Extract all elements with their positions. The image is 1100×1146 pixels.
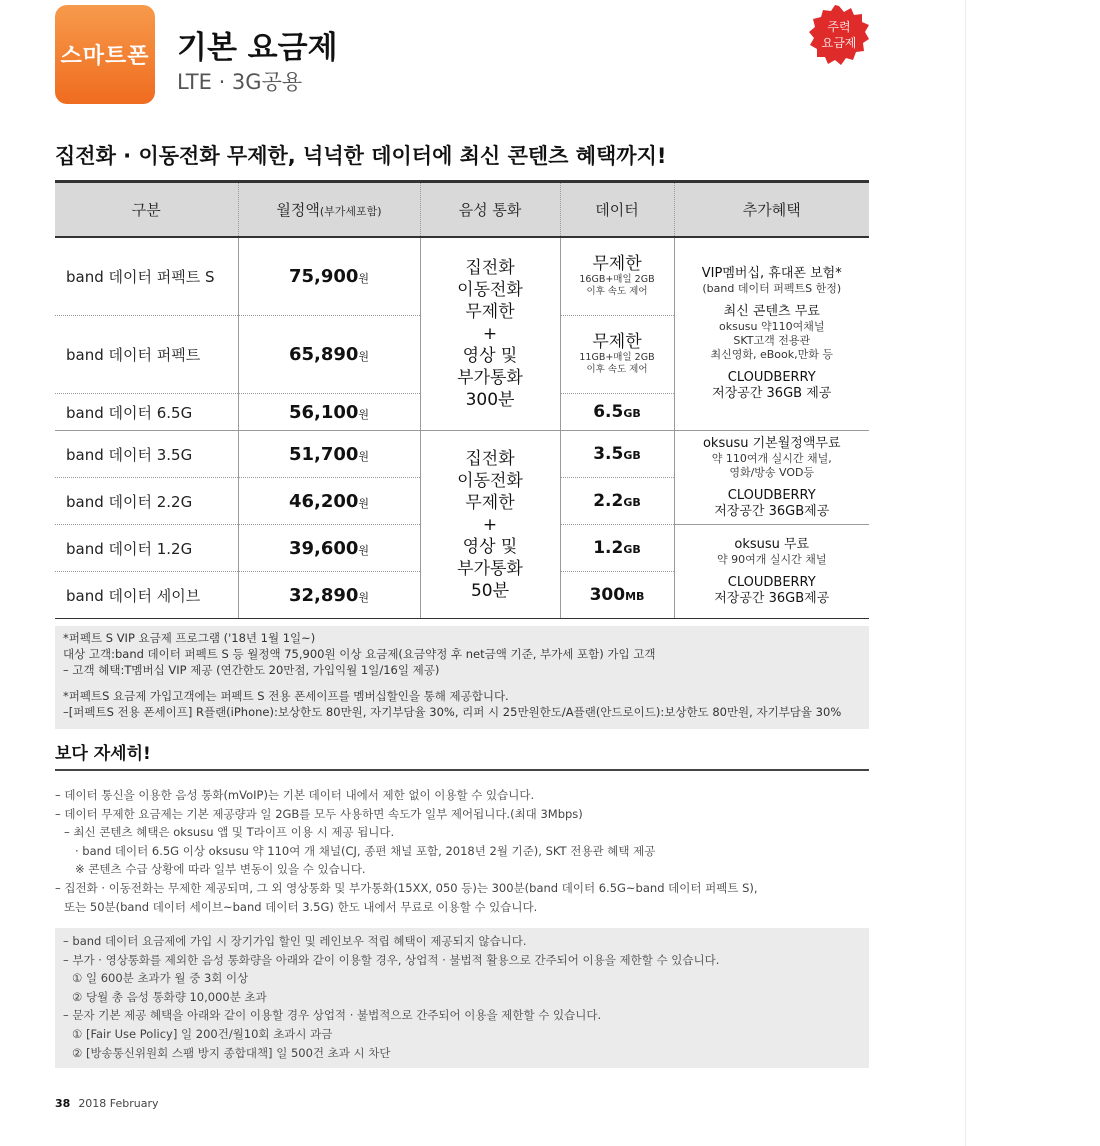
data-amount: 6.5: [593, 402, 624, 422]
detail-line: – 최신 콘텐츠 혜택은 oksusu 앱 및 T라이프 이용 시 제공 됩니다.: [64, 825, 395, 840]
table-header-row: [55, 182, 869, 237]
col-header-price-note: (부가세포함): [319, 204, 382, 218]
footnote-line: *퍼펙트S 요금제 가입고객에는 퍼펙트 S 전용 폰세이프를 멤버십할인을 통해 제공합니다.: [63, 689, 509, 703]
data-unlimited-title: 무제한: [592, 253, 642, 274]
table-row: [55, 431, 869, 478]
page-footer: [55, 1097, 159, 1110]
col-header-price: [238, 182, 420, 237]
page-header: [0, 0, 1100, 110]
data-amount: 3.5: [593, 444, 624, 464]
benefit-line: oksusu 기본월정액무료: [702, 435, 841, 451]
voice-line: 집전화: [465, 257, 515, 278]
plan-name: band 데이터 퍼펙트 S: [55, 237, 238, 316]
benefit-line: 저장공간 36GB 제공: [712, 385, 832, 401]
benefit-cell-a: [674, 237, 869, 431]
col-header-price-label: 월정액: [276, 200, 320, 219]
data-unit: GB: [623, 407, 641, 420]
restriction-line: – 문자 기본 제공 혜택을 아래와 같이 이용할 경우 상업적 · 불법적으로 간주되어 이용을 제한할 수 있습니다.: [63, 1008, 602, 1023]
data-unit: GB: [623, 496, 641, 509]
benefit-line: (band 데이터 퍼펙트S 한정): [702, 281, 842, 295]
data-unlimited-detail: 이후 속도 제어: [586, 285, 648, 297]
benefit-line: SKT고객 전용관: [733, 333, 811, 347]
data-cell: [560, 237, 674, 316]
detail-line: – 데이터 통신을 이용한 음성 통화(mVoIP)는 기본 데이터 내에서 제한 없이 이용할 수 있습니다.: [55, 788, 535, 802]
plan-name: band 데이터 6.5G: [55, 394, 238, 431]
voice-line: 이동전화: [457, 279, 523, 300]
benefit-line: 최신영화, eBook,만화 등: [710, 347, 833, 361]
seal-label-line2: 요금제: [821, 36, 857, 50]
plan-name: band 데이터 세이브: [55, 572, 238, 619]
won-label: 원: [358, 271, 370, 285]
plan-price: [238, 237, 420, 316]
benefit-line: 저장공간 36GB제공: [714, 503, 830, 519]
benefit-line: CLOUDBERRY: [727, 487, 816, 503]
seal-label: [808, 19, 870, 51]
col-header-plan: 구분: [55, 182, 238, 237]
data-cell: [560, 394, 674, 431]
plan-name: band 데이터 3.5G: [55, 431, 238, 478]
data-unit: GB: [623, 449, 641, 462]
price-value: 46,200: [288, 490, 359, 512]
benefit-line: 저장공간 36GB제공: [714, 590, 830, 606]
plan-price: [238, 572, 420, 619]
page-edge-line: [965, 0, 966, 1146]
benefit-line: CLOUDBERRY: [727, 574, 816, 590]
won-label: 원: [358, 350, 370, 363]
detail-line: 또는 50분(band 데이터 세이브~band 데이터 3.5G) 한도 내에서 무료로 이용할 수 있습니다.: [64, 899, 538, 914]
col-header-benefit: 추가혜택: [674, 182, 869, 237]
data-cell: [560, 478, 674, 525]
benefit-line: CLOUDBERRY: [727, 369, 816, 385]
restriction-line: – band 데이터 요금제에 가입 시 장기가입 할인 및 레인보우 적립 혜택이 제공되지 않습니다.: [63, 934, 527, 948]
data-unlimited-title: 무제한: [592, 332, 642, 352]
voice-line: 부가통화: [457, 367, 523, 388]
won-label: 원: [358, 543, 370, 557]
benefit-line: oksusu 약110여채널: [718, 319, 825, 333]
benefit-line: 최신 콘텐츠 무료: [723, 303, 820, 319]
data-amount: 300: [589, 585, 626, 605]
section-divider: [55, 769, 869, 771]
detail-line: – 데이터 무제한 요금제는 기본 제공량과 일 2GB를 모두 사용하면 속도가 일부 제어됩니다.(최대 3Mbps): [55, 806, 583, 821]
headline: 집전화 · 이동전화 무제한, 넉넉한 데이터에 최신 콘텐츠 혜택까지!: [55, 144, 667, 168]
plan-price: [238, 316, 420, 394]
col-header-voice: 음성 통화: [420, 182, 560, 237]
voice-cell-50: [420, 431, 560, 619]
benefit-line: 영화/방송 VOD등: [729, 465, 815, 479]
footnote-line: 대상 고객:band 데이터 퍼펙트 S 등 월정액 75,900원 이상 요금제(요금약정 후 net금액 기준, 부가세 포함) 가입 고객: [63, 647, 656, 661]
price-value: 39,600: [288, 537, 359, 559]
plan-name: band 데이터 1.2G: [55, 525, 238, 572]
plan-name: band 데이터 2.2G: [55, 478, 238, 525]
restriction-line: ② 당월 총 음성 통화량 10,000분 초과: [72, 989, 267, 1004]
data-amount: 1.2: [593, 538, 624, 558]
seal-label-line1: 주력: [827, 20, 851, 34]
plan-price: [238, 394, 420, 431]
data-unit: MB: [625, 590, 645, 603]
voice-line: +: [482, 323, 498, 344]
data-unit: GB: [623, 543, 641, 556]
voice-line: 영상 및: [462, 536, 518, 557]
benefit-line: oksusu 무료: [734, 536, 810, 552]
benefit-cell-b: [674, 431, 869, 525]
plan-price: [238, 431, 420, 478]
data-amount: 2.2: [593, 491, 624, 511]
footnote-line: – 고객 혜택:T멤버십 VIP 제공 (연간한도 20만점, 가입익월 1일/16일 제공): [63, 663, 440, 677]
smartphone-badge: 스마트폰: [55, 5, 155, 104]
footnote-line: –[퍼펙트S 전용 폰세이프] R플랜(iPhone):보상한도 80만원, 자기부담율 30%, 리퍼 시 25만원한도/A플랜(안드로이드):보상한도 80만원, 자기부담율 30%: [63, 705, 842, 719]
benefit-line: VIP멤버십, 휴대폰 보험*: [701, 265, 842, 281]
won-label: 원: [358, 590, 370, 604]
page-number: 38: [55, 1097, 71, 1110]
col-header-data: 데이터: [560, 182, 674, 237]
benefit-cell-c: [674, 525, 869, 619]
data-cell: [560, 572, 674, 619]
section-title: 보다 자세히!: [55, 744, 151, 764]
voice-line: 집전화: [465, 448, 515, 469]
restriction-line: ① [Fair Use Policy] 일 200건/월10회 초과시 과금: [72, 1026, 333, 1041]
voice-line: 무제한: [465, 301, 515, 322]
voice-line: 300분: [465, 389, 515, 410]
detail-line: ※ 콘텐츠 수급 상황에 따라 일부 변동이 있을 수 있습니다.: [75, 862, 366, 877]
price-value: 56,100: [288, 401, 359, 423]
issue-date: 2018 February: [78, 1097, 159, 1110]
price-value: 75,900: [288, 265, 359, 287]
data-unlimited-detail: 16GB+매일 2GB: [579, 273, 655, 285]
data-unlimited-detail: 11GB+매일 2GB: [579, 352, 655, 363]
price-value: 51,700: [288, 443, 359, 465]
voice-line: 50분: [470, 580, 510, 601]
page-title: 기본 요금제: [177, 30, 338, 66]
benefit-line: 약 90여개 실시간 채널: [717, 552, 827, 566]
data-cell: [560, 316, 674, 394]
voice-line: +: [482, 514, 498, 535]
won-label: 원: [358, 496, 370, 510]
detail-line: · band 데이터 6.5G 이상 oksusu 약 110여 개 채널(CJ, 종편 채널 포함, 2018년 2월 기준), SKT 전용관 혜택 제공: [75, 843, 656, 858]
data-cell: [560, 525, 674, 572]
data-cell: [560, 431, 674, 478]
table-row: [55, 237, 869, 316]
won-label: 원: [358, 449, 370, 463]
restriction-line: ① 일 600분 초과가 월 중 3회 이상: [72, 971, 249, 986]
price-value: 65,890: [288, 344, 359, 365]
detail-list: [55, 786, 869, 916]
plan-price: [238, 478, 420, 525]
restriction-line: ② [방송통신위원회 스팸 방지 종합대책] 일 500건 초과 시 차단: [72, 1045, 391, 1060]
voice-line: 이동전화: [457, 470, 523, 491]
price-value: 32,890: [288, 584, 359, 606]
voice-line: 영상 및: [462, 345, 518, 366]
plan-table: [55, 180, 869, 619]
plan-price: [238, 525, 420, 572]
footnote-box: [55, 626, 869, 729]
voice-line: 부가통화: [457, 558, 523, 579]
data-unlimited-detail: 이후 속도 제어: [586, 364, 648, 375]
won-label: 원: [358, 407, 370, 421]
restriction-line: – 부가 · 영상통화를 제외한 음성 통화량을 아래와 같이 이용할 경우, 상업적 · 불법적 활용으로 간주되어 이용을 제한할 수 있습니다.: [63, 952, 720, 967]
voice-cell-300: [420, 237, 560, 431]
restriction-box: [55, 928, 869, 1068]
plan-name: band 데이터 퍼펙트: [55, 316, 238, 394]
detail-line: – 집전화 · 이동전화는 무제한 제공되며, 그 외 영상통화 및 부가통화(15XX, 050 등)는 300분(band 데이터 6.5G~band 데이터 퍼펙트 S),: [55, 880, 758, 895]
page-subtitle: LTE · 3G공용: [177, 70, 303, 94]
benefit-line: 약 110여개 실시간 채널,: [711, 451, 832, 465]
voice-line: 무제한: [465, 492, 515, 513]
footnote-line: *퍼펙트 S VIP 요금제 프로그램 ('18년 1월 1일~): [63, 631, 316, 645]
